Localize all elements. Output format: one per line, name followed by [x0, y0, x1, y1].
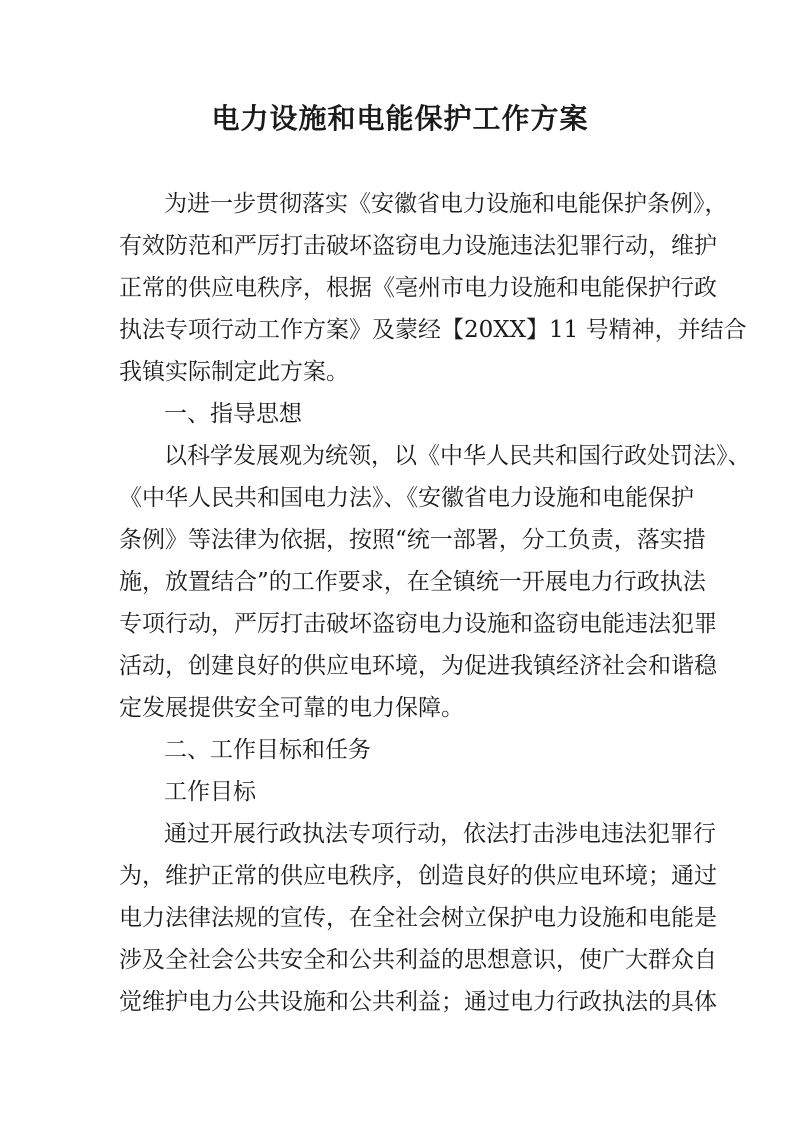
paragraph-line: 电力法律法规的宣传，在全社会树立保护电力设施和电能是: [119, 905, 717, 931]
section-heading: 二、工作目标和任务: [164, 737, 371, 763]
paragraph-line: 为进一步贯彻落实《安徽省电力设施和电能保护条例》，: [164, 191, 728, 217]
paragraph-line: 活动，创建良好的供应电环境，为促进我镇经济社会和谐稳: [119, 653, 717, 679]
paragraph-line: 有效防范和严厉打击破坏盗窃电力设施违法犯罪行动，维护: [119, 233, 717, 259]
paragraph-line: 通过开展行政执法专项行动，依法打击涉电违法犯罪行: [164, 821, 716, 847]
paragraph-line: 我镇实际制定此方案。: [119, 359, 349, 385]
document-title: 电力设施和电能保护工作方案: [211, 102, 589, 135]
paragraph-line: 涉及全社会公共安全和公共利益的思想意识，使广大群众自: [119, 947, 717, 973]
paragraph-line: 正常的供应电秩序，根据《亳州市电力设施和电能保护行政: [119, 275, 717, 301]
paragraph-line: 专项行动，严厉打击破坏盗窃电力设施和盗窃电能违法犯罪: [119, 611, 717, 637]
subsection-heading: 工作目标: [164, 779, 256, 805]
section-heading: 一、指导思想: [164, 401, 302, 427]
paragraph-line: 《中华人民共和国电力法》、《安徽省电力设施和电能保护: [119, 485, 694, 511]
paragraph-line: 为，维护正常的供应电秩序，创造良好的供应电环境；通过: [119, 863, 717, 889]
paragraph-line: 执法专项行动工作方案》及蒙经【20XX】11 号精神，并结合: [119, 317, 747, 343]
paragraph-line: 施，放置结合”的工作要求，在全镇统一开展电力行政执法: [119, 569, 706, 595]
paragraph-line: 条例》等法律为依据，按照“统一部署，分工负责，落实措: [119, 527, 706, 553]
paragraph-line: 定发展提供安全可靠的电力保障。: [119, 695, 464, 721]
paragraph-line: 觉维护电力公共设施和公共利益；通过电力行政执法的具体: [119, 989, 717, 1015]
paragraph-line: 以科学发展观为统领，以《中华人民共和国行政处罚法》、: [164, 443, 751, 469]
